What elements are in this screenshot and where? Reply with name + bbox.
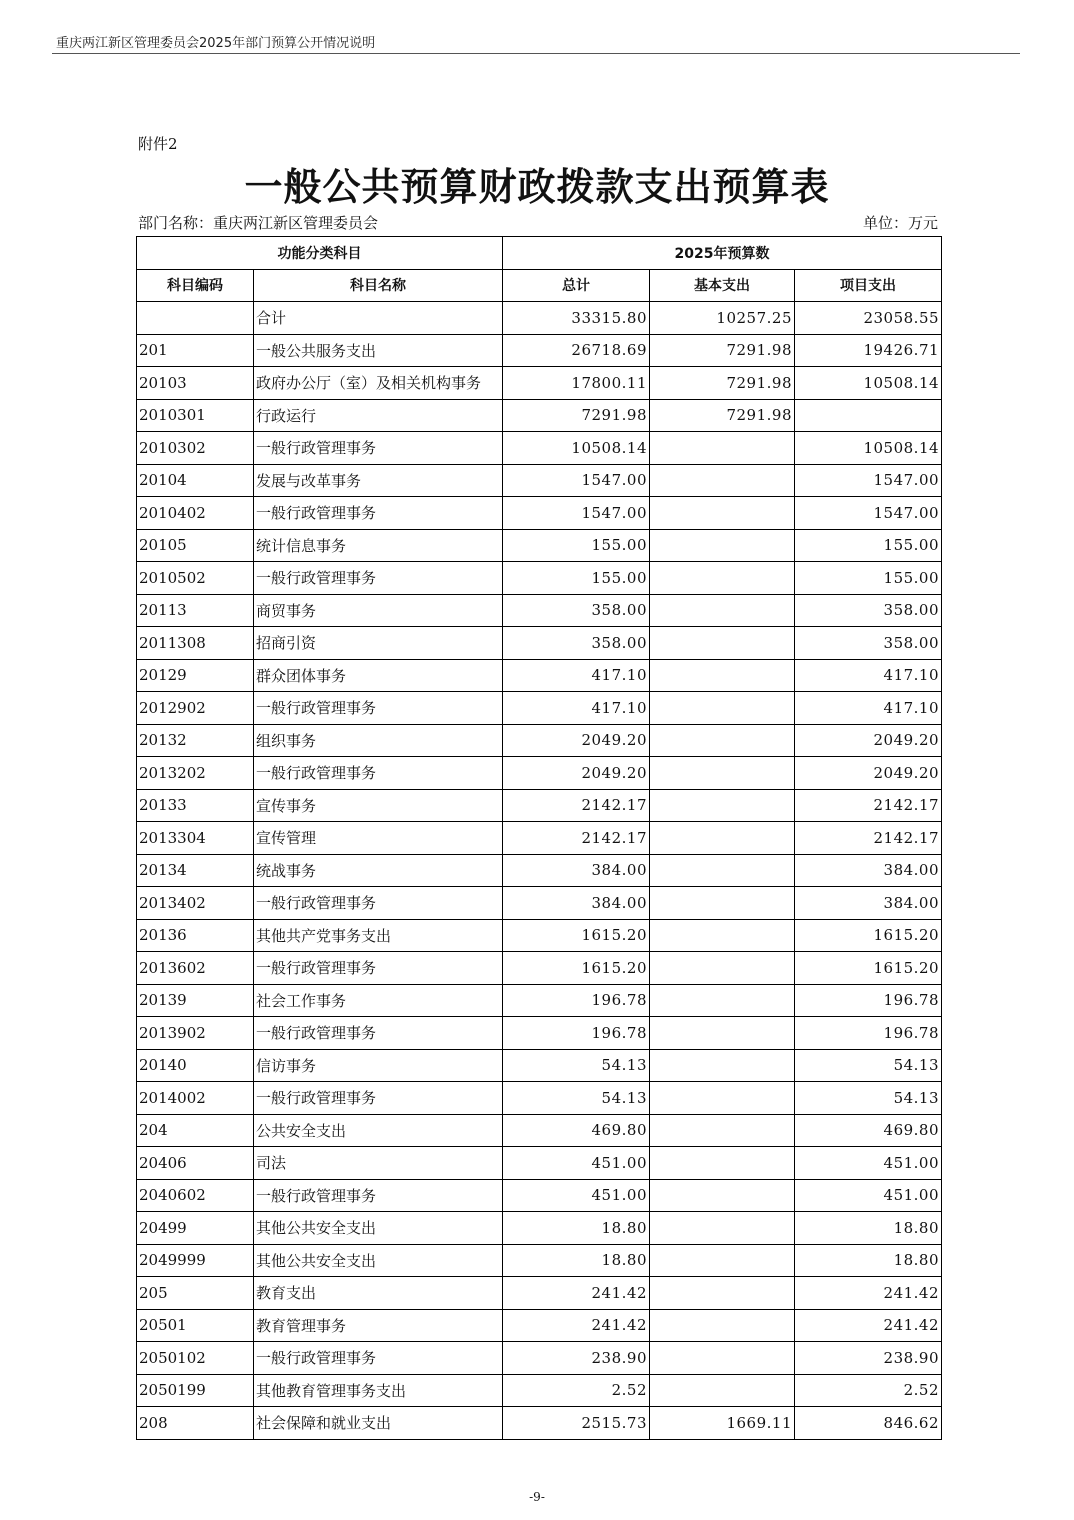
table-row bbox=[137, 887, 942, 920]
table-row bbox=[137, 1277, 942, 1310]
cell-project: 2142.17 bbox=[795, 789, 942, 822]
cell-code: 2010301 bbox=[137, 399, 254, 432]
cell-code: 20113 bbox=[137, 594, 254, 627]
table-row bbox=[137, 1244, 942, 1277]
cell-name: 一般行政管理事务 bbox=[254, 692, 503, 725]
cell-project: 469.80 bbox=[795, 1114, 942, 1147]
cell-name: 教育管理事务 bbox=[254, 1309, 503, 1342]
unit-label: 单位：万元 bbox=[862, 214, 938, 232]
table-row bbox=[137, 627, 942, 660]
cell-name: 发展与改革事务 bbox=[254, 464, 503, 497]
cell-project: 417.10 bbox=[795, 659, 942, 692]
cell-basic bbox=[650, 1244, 795, 1277]
cell-code: 205 bbox=[137, 1277, 254, 1310]
cell-name: 群众团体事务 bbox=[254, 659, 503, 692]
cell-name: 一般行政管理事务 bbox=[254, 1179, 503, 1212]
cell-name: 其他共产党事务支出 bbox=[254, 919, 503, 952]
table-row bbox=[137, 952, 942, 985]
cell-project: 23058.55 bbox=[795, 302, 942, 335]
cell-name: 一般行政管理事务 bbox=[254, 757, 503, 790]
cell-project: 1547.00 bbox=[795, 464, 942, 497]
cell-project: 846.62 bbox=[795, 1407, 942, 1440]
table-row bbox=[137, 1114, 942, 1147]
cell-name: 其他公共安全支出 bbox=[254, 1212, 503, 1245]
cell-name: 司法 bbox=[254, 1147, 503, 1180]
cell-project: 196.78 bbox=[795, 1017, 942, 1050]
cell-code: 2050102 bbox=[137, 1342, 254, 1375]
cell-total: 2049.20 bbox=[503, 724, 650, 757]
table-row bbox=[137, 367, 942, 400]
cell-code: 2011308 bbox=[137, 627, 254, 660]
cell-basic: 7291.98 bbox=[650, 367, 795, 400]
cell-name: 政府办公厅（室）及相关机构事务 bbox=[254, 367, 503, 400]
cell-project: 10508.14 bbox=[795, 367, 942, 400]
cell-code: 2014002 bbox=[137, 1082, 254, 1115]
cell-total: 196.78 bbox=[503, 984, 650, 1017]
cell-project: 1547.00 bbox=[795, 497, 942, 530]
table-row bbox=[137, 1147, 942, 1180]
cell-basic bbox=[650, 724, 795, 757]
header-rule bbox=[52, 53, 1020, 54]
cell-project bbox=[795, 399, 942, 432]
cell-code: 2050199 bbox=[137, 1374, 254, 1407]
cell-total: 241.42 bbox=[503, 1277, 650, 1310]
cell-total: 417.10 bbox=[503, 692, 650, 725]
cell-total: 358.00 bbox=[503, 627, 650, 660]
cell-project: 196.78 bbox=[795, 984, 942, 1017]
cell-name: 一般行政管理事务 bbox=[254, 952, 503, 985]
cell-basic bbox=[650, 1179, 795, 1212]
cell-code: 2013902 bbox=[137, 1017, 254, 1050]
cell-code: 20136 bbox=[137, 919, 254, 952]
cell-name: 一般行政管理事务 bbox=[254, 1082, 503, 1115]
cell-total: 2142.17 bbox=[503, 822, 650, 855]
cell-project: 10508.14 bbox=[795, 432, 942, 465]
table-row bbox=[137, 984, 942, 1017]
cell-basic bbox=[650, 432, 795, 465]
table-row bbox=[137, 822, 942, 855]
table-column-header-row bbox=[137, 269, 942, 302]
cell-name: 宣传管理 bbox=[254, 822, 503, 855]
cell-code bbox=[137, 302, 254, 335]
table-row bbox=[137, 1017, 942, 1050]
cell-basic bbox=[650, 1017, 795, 1050]
cell-code: 2012902 bbox=[137, 692, 254, 725]
cell-code: 2040602 bbox=[137, 1179, 254, 1212]
table-row bbox=[137, 529, 942, 562]
table-row bbox=[137, 1407, 942, 1440]
cell-code: 2013602 bbox=[137, 952, 254, 985]
cell-basic bbox=[650, 529, 795, 562]
table-row bbox=[137, 724, 942, 757]
cell-name: 社会工作事务 bbox=[254, 984, 503, 1017]
cell-total: 1547.00 bbox=[503, 497, 650, 530]
cell-total: 155.00 bbox=[503, 562, 650, 595]
cell-name: 信访事务 bbox=[254, 1049, 503, 1082]
cell-name: 组织事务 bbox=[254, 724, 503, 757]
cell-code: 2013402 bbox=[137, 887, 254, 920]
cell-basic bbox=[650, 1212, 795, 1245]
cell-name: 社会保障和就业支出 bbox=[254, 1407, 503, 1440]
cell-basic bbox=[650, 1082, 795, 1115]
cell-name: 招商引资 bbox=[254, 627, 503, 660]
cell-project: 2049.20 bbox=[795, 724, 942, 757]
cell-total: 155.00 bbox=[503, 529, 650, 562]
cell-total: 384.00 bbox=[503, 854, 650, 887]
table-group-header-row bbox=[137, 237, 942, 270]
cell-code: 20133 bbox=[137, 789, 254, 822]
cell-project: 18.80 bbox=[795, 1212, 942, 1245]
cell-code: 208 bbox=[137, 1407, 254, 1440]
cell-name: 统战事务 bbox=[254, 854, 503, 887]
cell-total: 2.52 bbox=[503, 1374, 650, 1407]
cell-total: 2142.17 bbox=[503, 789, 650, 822]
cell-total: 18.80 bbox=[503, 1244, 650, 1277]
cell-basic bbox=[650, 659, 795, 692]
table-row bbox=[137, 1082, 942, 1115]
table-row bbox=[137, 854, 942, 887]
cell-code: 20139 bbox=[137, 984, 254, 1017]
table-row bbox=[137, 432, 942, 465]
cell-project: 238.90 bbox=[795, 1342, 942, 1375]
cell-project: 18.80 bbox=[795, 1244, 942, 1277]
table-row bbox=[137, 399, 942, 432]
cell-project: 451.00 bbox=[795, 1147, 942, 1180]
cell-basic bbox=[650, 1049, 795, 1082]
column-header-basic: 基本支出 bbox=[650, 269, 795, 302]
column-header-total: 总计 bbox=[503, 269, 650, 302]
cell-code: 20129 bbox=[137, 659, 254, 692]
cell-code: 20406 bbox=[137, 1147, 254, 1180]
cell-total: 18.80 bbox=[503, 1212, 650, 1245]
table-row bbox=[137, 594, 942, 627]
cell-total: 26718.69 bbox=[503, 334, 650, 367]
cell-total: 2049.20 bbox=[503, 757, 650, 790]
column-header-code: 科目编码 bbox=[137, 269, 254, 302]
cell-basic: 10257.25 bbox=[650, 302, 795, 335]
cell-basic bbox=[650, 627, 795, 660]
cell-name: 一般行政管理事务 bbox=[254, 562, 503, 595]
cell-total: 469.80 bbox=[503, 1114, 650, 1147]
cell-name: 一般行政管理事务 bbox=[254, 1017, 503, 1050]
table-row bbox=[137, 659, 942, 692]
cell-total: 196.78 bbox=[503, 1017, 650, 1050]
table-row bbox=[137, 1309, 942, 1342]
cell-project: 417.10 bbox=[795, 692, 942, 725]
cell-project: 1615.20 bbox=[795, 919, 942, 952]
cell-name: 合计 bbox=[254, 302, 503, 335]
table-row bbox=[137, 757, 942, 790]
cell-basic bbox=[650, 1374, 795, 1407]
cell-code: 20499 bbox=[137, 1212, 254, 1245]
cell-project: 155.00 bbox=[795, 562, 942, 595]
cell-project: 358.00 bbox=[795, 627, 942, 660]
cell-total: 1615.20 bbox=[503, 952, 650, 985]
cell-total: 358.00 bbox=[503, 594, 650, 627]
cell-project: 241.42 bbox=[795, 1309, 942, 1342]
cell-code: 2013202 bbox=[137, 757, 254, 790]
cell-name: 其他教育管理事务支出 bbox=[254, 1374, 503, 1407]
cell-basic bbox=[650, 854, 795, 887]
cell-name: 一般行政管理事务 bbox=[254, 1342, 503, 1375]
cell-name: 一般公共服务支出 bbox=[254, 334, 503, 367]
cell-code: 20105 bbox=[137, 529, 254, 562]
cell-basic bbox=[650, 464, 795, 497]
table-row bbox=[137, 1342, 942, 1375]
cell-project: 384.00 bbox=[795, 887, 942, 920]
page-number: -9- bbox=[529, 1490, 545, 1504]
cell-basic bbox=[650, 887, 795, 920]
group-header-budget: 2025年预算数 bbox=[503, 237, 942, 270]
cell-basic bbox=[650, 1342, 795, 1375]
cell-code: 20501 bbox=[137, 1309, 254, 1342]
table-row bbox=[137, 1212, 942, 1245]
table-row bbox=[137, 919, 942, 952]
cell-total: 241.42 bbox=[503, 1309, 650, 1342]
cell-basic bbox=[650, 952, 795, 985]
cell-name: 宣传事务 bbox=[254, 789, 503, 822]
table-row bbox=[137, 497, 942, 530]
table-row bbox=[137, 1374, 942, 1407]
cell-total: 54.13 bbox=[503, 1082, 650, 1115]
cell-code: 20140 bbox=[137, 1049, 254, 1082]
cell-basic bbox=[650, 1309, 795, 1342]
cell-basic: 7291.98 bbox=[650, 399, 795, 432]
cell-project: 155.00 bbox=[795, 529, 942, 562]
cell-code: 2010302 bbox=[137, 432, 254, 465]
budget-table bbox=[136, 236, 942, 1440]
running-header: 重庆两江新区管理委员会2025年部门预算公开情况说明 bbox=[56, 36, 376, 51]
cell-basic: 7291.98 bbox=[650, 334, 795, 367]
cell-code: 201 bbox=[137, 334, 254, 367]
cell-project: 54.13 bbox=[795, 1049, 942, 1082]
table-row bbox=[137, 302, 942, 335]
cell-basic bbox=[650, 562, 795, 595]
cell-total: 54.13 bbox=[503, 1049, 650, 1082]
cell-basic bbox=[650, 984, 795, 1017]
group-header-function: 功能分类科目 bbox=[137, 237, 503, 270]
cell-basic bbox=[650, 789, 795, 822]
cell-basic bbox=[650, 692, 795, 725]
cell-code: 20103 bbox=[137, 367, 254, 400]
column-header-name: 科目名称 bbox=[254, 269, 503, 302]
cell-total: 451.00 bbox=[503, 1147, 650, 1180]
cell-code: 2010402 bbox=[137, 497, 254, 530]
cell-name: 教育支出 bbox=[254, 1277, 503, 1310]
cell-total: 7291.98 bbox=[503, 399, 650, 432]
cell-project: 241.42 bbox=[795, 1277, 942, 1310]
cell-basic bbox=[650, 1114, 795, 1147]
cell-project: 54.13 bbox=[795, 1082, 942, 1115]
cell-code: 2049999 bbox=[137, 1244, 254, 1277]
cell-total: 33315.80 bbox=[503, 302, 650, 335]
cell-name: 公共安全支出 bbox=[254, 1114, 503, 1147]
table-row bbox=[137, 334, 942, 367]
cell-project: 451.00 bbox=[795, 1179, 942, 1212]
cell-total: 10508.14 bbox=[503, 432, 650, 465]
cell-basic: 1669.11 bbox=[650, 1407, 795, 1440]
cell-total: 1615.20 bbox=[503, 919, 650, 952]
document-title: 一般公共预算财政拨款支出预算表 bbox=[244, 165, 830, 209]
cell-total: 417.10 bbox=[503, 659, 650, 692]
cell-name: 一般行政管理事务 bbox=[254, 497, 503, 530]
cell-name: 统计信息事务 bbox=[254, 529, 503, 562]
cell-total: 384.00 bbox=[503, 887, 650, 920]
table-row bbox=[137, 464, 942, 497]
cell-basic bbox=[650, 594, 795, 627]
cell-code: 20132 bbox=[137, 724, 254, 757]
cell-code: 20134 bbox=[137, 854, 254, 887]
cell-basic bbox=[650, 757, 795, 790]
cell-basic bbox=[650, 1277, 795, 1310]
cell-code: 2010502 bbox=[137, 562, 254, 595]
cell-basic bbox=[650, 1147, 795, 1180]
cell-project: 358.00 bbox=[795, 594, 942, 627]
cell-name: 行政运行 bbox=[254, 399, 503, 432]
cell-code: 204 bbox=[137, 1114, 254, 1147]
cell-total: 451.00 bbox=[503, 1179, 650, 1212]
cell-total: 2515.73 bbox=[503, 1407, 650, 1440]
table-row bbox=[137, 1179, 942, 1212]
cell-total: 1547.00 bbox=[503, 464, 650, 497]
cell-name: 一般行政管理事务 bbox=[254, 887, 503, 920]
cell-code: 20104 bbox=[137, 464, 254, 497]
attachment-label: 附件2 bbox=[138, 135, 178, 153]
cell-project: 2049.20 bbox=[795, 757, 942, 790]
table-row bbox=[137, 789, 942, 822]
column-header-project: 项目支出 bbox=[795, 269, 942, 302]
cell-basic bbox=[650, 497, 795, 530]
cell-name: 一般行政管理事务 bbox=[254, 432, 503, 465]
cell-basic bbox=[650, 822, 795, 855]
table-row bbox=[137, 1049, 942, 1082]
cell-total: 238.90 bbox=[503, 1342, 650, 1375]
cell-code: 2013304 bbox=[137, 822, 254, 855]
table-row bbox=[137, 562, 942, 595]
cell-project: 2.52 bbox=[795, 1374, 942, 1407]
cell-project: 19426.71 bbox=[795, 334, 942, 367]
cell-name: 商贸事务 bbox=[254, 594, 503, 627]
cell-project: 1615.20 bbox=[795, 952, 942, 985]
department-label: 部门名称：重庆两江新区管理委员会 bbox=[138, 214, 379, 232]
cell-total: 17800.11 bbox=[503, 367, 650, 400]
cell-project: 2142.17 bbox=[795, 822, 942, 855]
cell-basic bbox=[650, 919, 795, 952]
cell-name: 其他公共安全支出 bbox=[254, 1244, 503, 1277]
cell-project: 384.00 bbox=[795, 854, 942, 887]
table-row bbox=[137, 692, 942, 725]
